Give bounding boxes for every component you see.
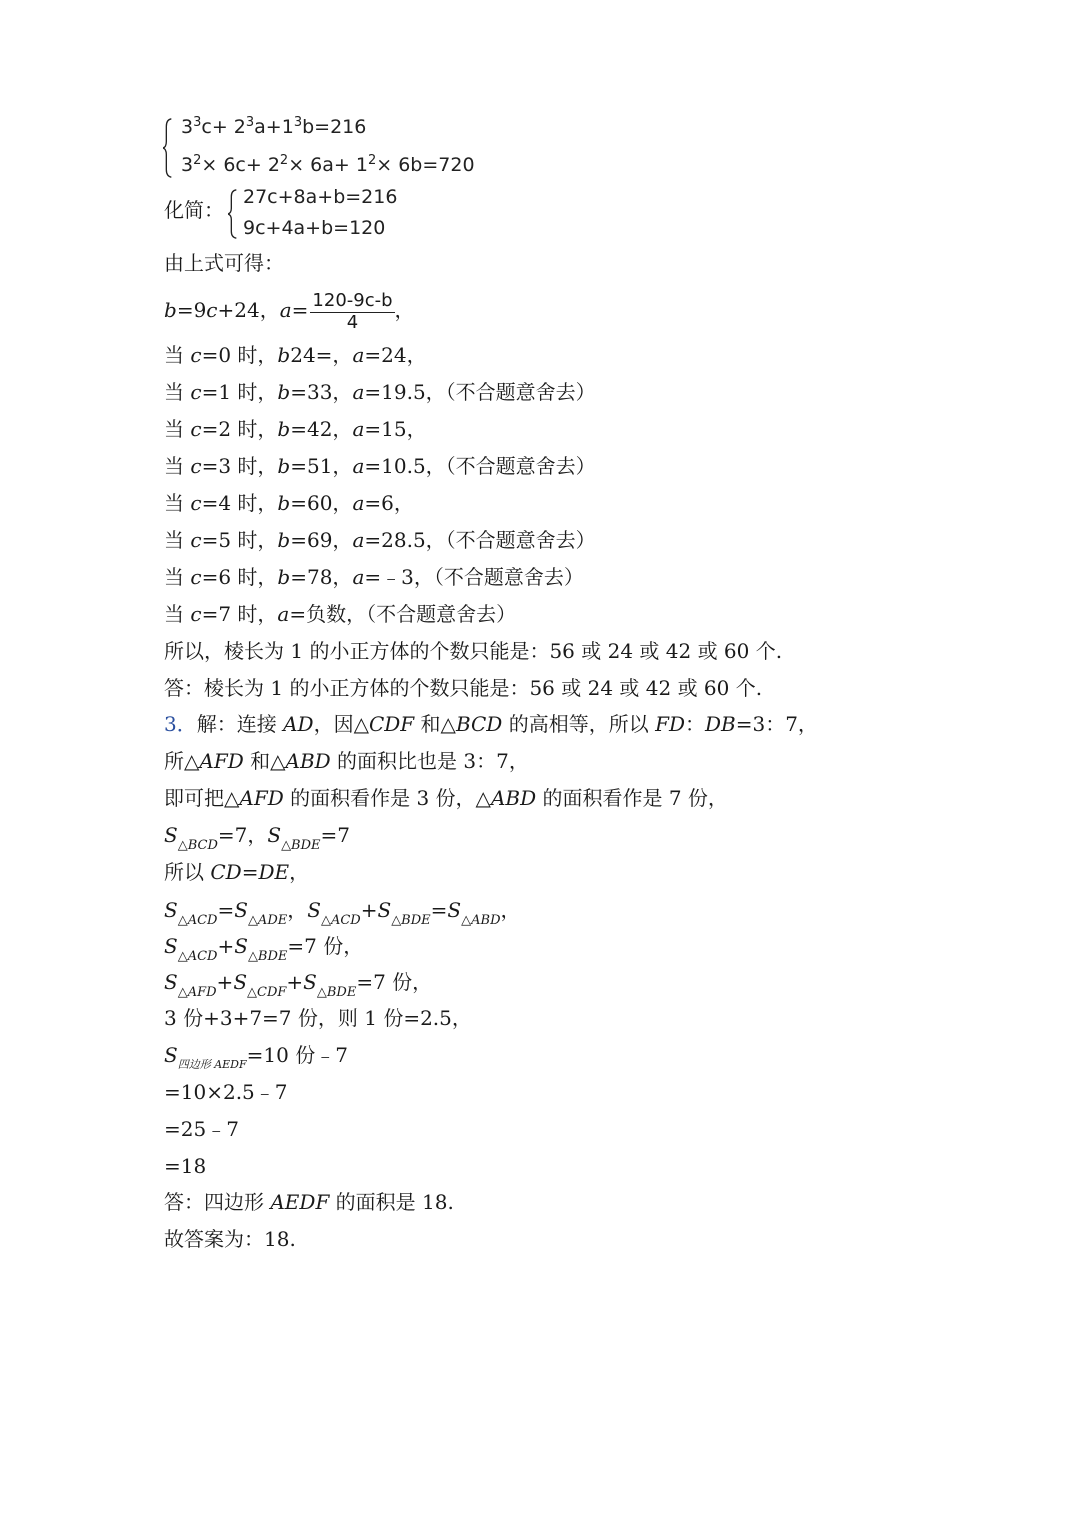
math-text: a <box>279 298 292 322</box>
math-text: a <box>352 417 365 441</box>
math-text: S <box>234 898 248 922</box>
math-text: × 6c+ 2 <box>201 154 280 176</box>
math-text: 3 <box>193 114 202 130</box>
math-text: =15， <box>364 417 427 441</box>
math-text: 当 <box>164 343 191 367</box>
math-text: × 6b=720 <box>376 154 475 176</box>
math-text: 当 <box>164 528 191 552</box>
math-text: 4 <box>346 312 359 333</box>
q3-line-5 <box>164 859 309 885</box>
math-text: S <box>377 898 392 922</box>
simplify-eq2: 9c+4a+b=120 <box>243 217 386 239</box>
conclusion-line: 所以，棱长为 1 的小正方体的个数只能是：56 或 24 或 42 或 60 个. <box>164 639 783 663</box>
math-text: =2 时， <box>201 417 278 441</box>
math-text: 和△ <box>414 712 456 736</box>
math-text: =6 时， <box>201 565 278 589</box>
math-text: S <box>303 970 317 994</box>
math-text: a <box>352 343 365 367</box>
math-text: 当 <box>164 380 191 404</box>
math-text: 3 <box>293 114 303 130</box>
math-text: △BDE <box>247 949 288 965</box>
math-text: S <box>234 934 248 958</box>
math-text: b <box>277 380 291 404</box>
case-line <box>164 379 596 405</box>
math-text: 的面积比也是 3：7， <box>330 749 529 773</box>
math-text: =6， <box>364 491 414 515</box>
math-text: DB <box>704 712 736 736</box>
math-text: + <box>217 934 235 958</box>
math-text: =5 时， <box>201 528 278 552</box>
math-text: ： <box>684 712 705 736</box>
q3-line-2 <box>164 748 529 774</box>
case-line <box>164 527 596 553</box>
math-text: ，因△ <box>313 712 369 736</box>
math-text: c <box>190 343 202 367</box>
math-text: 解：连接 <box>196 712 284 736</box>
math-text: CDF <box>368 712 415 736</box>
math-text: 2 <box>279 152 289 168</box>
math-text: S <box>267 823 282 847</box>
math-text: c <box>206 298 218 322</box>
math-text: AFD <box>199 749 244 773</box>
q3-line-9: 3 份+3+7=7 份，则 1 份=2.5， <box>164 1006 472 1030</box>
math-text: b <box>277 528 291 552</box>
math-text: 2 <box>367 152 377 168</box>
q3-line-10 <box>164 1042 348 1072</box>
math-text: CD <box>210 860 242 884</box>
math-text: b <box>277 417 291 441</box>
math-text: ， <box>289 860 310 884</box>
math-text: ， <box>287 898 308 922</box>
math-text: =3 时， <box>201 454 278 478</box>
math-text: ABD <box>490 786 537 810</box>
simplify-label: 化简： <box>164 198 224 222</box>
math-text: =0 时， <box>201 343 278 367</box>
math-text: =51， <box>290 454 353 478</box>
math-text: a <box>352 528 365 552</box>
q3-line-7 <box>164 933 364 965</box>
math-text: △ADE <box>247 913 288 929</box>
math-text: 即可把△ <box>164 786 240 810</box>
case-line <box>164 416 427 442</box>
math-text: 当 <box>164 491 191 515</box>
answer-line: 答：棱长为 1 的小正方体的个数只能是：56 或 24 或 42 或 60 个. <box>164 676 763 700</box>
q3-answer <box>164 1189 454 1215</box>
math-text: c+ 2 <box>201 116 246 138</box>
math-text: 所△ <box>164 749 200 773</box>
math-text: △CDF <box>247 985 287 1001</box>
math-text: =负数，（不合题意舍去） <box>289 602 517 626</box>
math-text: =24， <box>364 343 427 367</box>
math-text: =9 <box>176 298 207 322</box>
math-text: a <box>352 565 365 589</box>
math-text: 的面积看作是 3 份，△ <box>283 786 491 810</box>
math-text: c <box>190 565 202 589</box>
math-text: 答：四边形 <box>164 1190 271 1214</box>
q3-line-8 <box>164 969 433 1001</box>
math-text: AD <box>283 712 314 736</box>
case-line <box>164 490 414 516</box>
math-text: b <box>277 491 291 515</box>
math-text: △BDE <box>281 838 321 854</box>
math-text: △ACD <box>177 949 218 965</box>
math-text: × 6a+ 1 <box>288 154 368 176</box>
math-text: a <box>277 602 290 626</box>
math-text: BCD <box>455 712 503 736</box>
math-text: 的面积是 18. <box>329 1190 454 1214</box>
left-brace-icon <box>228 184 238 244</box>
q3-line-4 <box>164 822 351 854</box>
case-line <box>164 453 596 479</box>
q3-line-3 <box>164 785 728 811</box>
math-text: =10 份﹣7 <box>246 1043 348 1067</box>
math-text: S <box>164 823 178 847</box>
math-text: =﹣3，（不合题意舍去） <box>364 565 584 589</box>
equation-system-2 <box>228 184 428 246</box>
derive-label: 由上式可得： <box>164 251 284 275</box>
math-text: S <box>447 898 462 922</box>
simplify-eq1: 27c+8a+b=216 <box>243 186 398 208</box>
math-text: AEDF <box>270 1190 330 1214</box>
math-text: 四边形 AEDF <box>177 1058 247 1072</box>
math-text: AFD <box>239 786 284 810</box>
math-text: a <box>352 491 365 515</box>
math-text: ， <box>500 898 521 922</box>
math-text: S <box>307 898 321 922</box>
math-text: = <box>217 898 235 922</box>
math-text: △ACD <box>320 913 361 929</box>
math-text: + <box>286 970 304 994</box>
math-text: 当 <box>164 454 191 478</box>
math-text: = <box>241 860 259 884</box>
math-text: ， <box>394 298 415 322</box>
math-text: 和△ <box>243 749 286 773</box>
math-text: 3 <box>245 114 255 130</box>
math-text: c <box>190 491 202 515</box>
case-line <box>164 342 427 368</box>
left-brace-icon <box>163 112 173 184</box>
math-text: b <box>277 343 291 367</box>
fraction <box>310 290 394 333</box>
math-text: b <box>277 454 291 478</box>
math-text: c <box>190 602 202 626</box>
q3-line-11: =10×2.5﹣7 <box>164 1080 288 1104</box>
math-text: △AFD <box>177 985 217 1001</box>
math-text: a <box>352 454 365 478</box>
math-text: =7 <box>320 823 351 847</box>
q3-final: 故答案为：18. <box>164 1227 296 1251</box>
math-text: 3 <box>181 154 194 176</box>
math-text: c <box>190 380 202 404</box>
math-text: ABD <box>285 749 331 773</box>
math-text: 2 <box>193 152 202 168</box>
equation-system-1 <box>163 112 483 186</box>
expression-line <box>164 286 415 334</box>
math-text: =10.5，（不合题意舍去） <box>364 454 596 478</box>
math-text: 所以 <box>164 860 211 884</box>
math-text: △BDE <box>391 913 431 929</box>
math-text: =42， <box>290 417 353 441</box>
math-text: DE <box>258 860 290 884</box>
math-text: S <box>164 970 178 994</box>
math-text: =33， <box>290 380 353 404</box>
math-text: =69， <box>290 528 353 552</box>
math-text: = <box>291 298 309 322</box>
math-text: =1 时， <box>201 380 278 404</box>
math-text: 3． <box>164 712 197 736</box>
math-text: 的面积看作是 7 份， <box>536 786 728 810</box>
math-text: =28.5，（不合题意舍去） <box>364 528 596 552</box>
math-text: =7 份， <box>356 970 433 994</box>
math-text: S <box>164 898 178 922</box>
math-text: + <box>360 898 378 922</box>
math-text: 当 <box>164 602 191 626</box>
math-text: 当 <box>164 417 191 441</box>
case-line <box>164 601 516 627</box>
math-text: S <box>164 934 178 958</box>
math-text: S <box>164 1043 178 1067</box>
math-text: a+1 <box>254 116 294 138</box>
math-text: =60， <box>290 491 353 515</box>
math-text: c <box>190 417 202 441</box>
math-text: △BCD <box>177 838 218 854</box>
math-text: 的高相等，所以 <box>502 712 656 736</box>
math-text: =7 时， <box>201 602 278 626</box>
math-text: =7， <box>217 823 268 847</box>
system1-eq2 <box>181 154 475 176</box>
q3-line-6 <box>164 897 521 929</box>
math-text: △ACD <box>177 913 218 929</box>
math-text: +24， <box>217 298 280 322</box>
math-text: FD <box>655 712 685 736</box>
math-text: c <box>190 528 202 552</box>
q3-line-12: =25﹣7 <box>164 1117 239 1141</box>
math-text: b=216 <box>302 116 367 138</box>
math-text: 当 <box>164 565 191 589</box>
q3-line-1 <box>164 711 818 737</box>
math-text: b <box>164 298 177 322</box>
math-text: 3 <box>181 116 194 138</box>
math-text: =78， <box>290 565 353 589</box>
math-text: S <box>233 970 248 994</box>
math-text: △BDE <box>316 985 357 1001</box>
math-text: = <box>430 898 448 922</box>
math-text: =19.5，（不合题意舍去） <box>364 380 596 404</box>
math-text: =7 份， <box>287 934 364 958</box>
math-text: =3：7， <box>735 712 818 736</box>
system1-eq1 <box>181 116 366 138</box>
math-text: =4 时， <box>201 491 278 515</box>
math-text: b <box>277 565 291 589</box>
math-text: △ABD <box>461 913 501 929</box>
q3-line-13: =18 <box>164 1154 207 1178</box>
math-text: 24=， <box>290 343 353 367</box>
math-text: + <box>216 970 234 994</box>
math-text: 120-9c-b <box>312 290 393 311</box>
case-line <box>164 564 584 590</box>
math-text: a <box>352 380 365 404</box>
math-text: c <box>190 454 202 478</box>
